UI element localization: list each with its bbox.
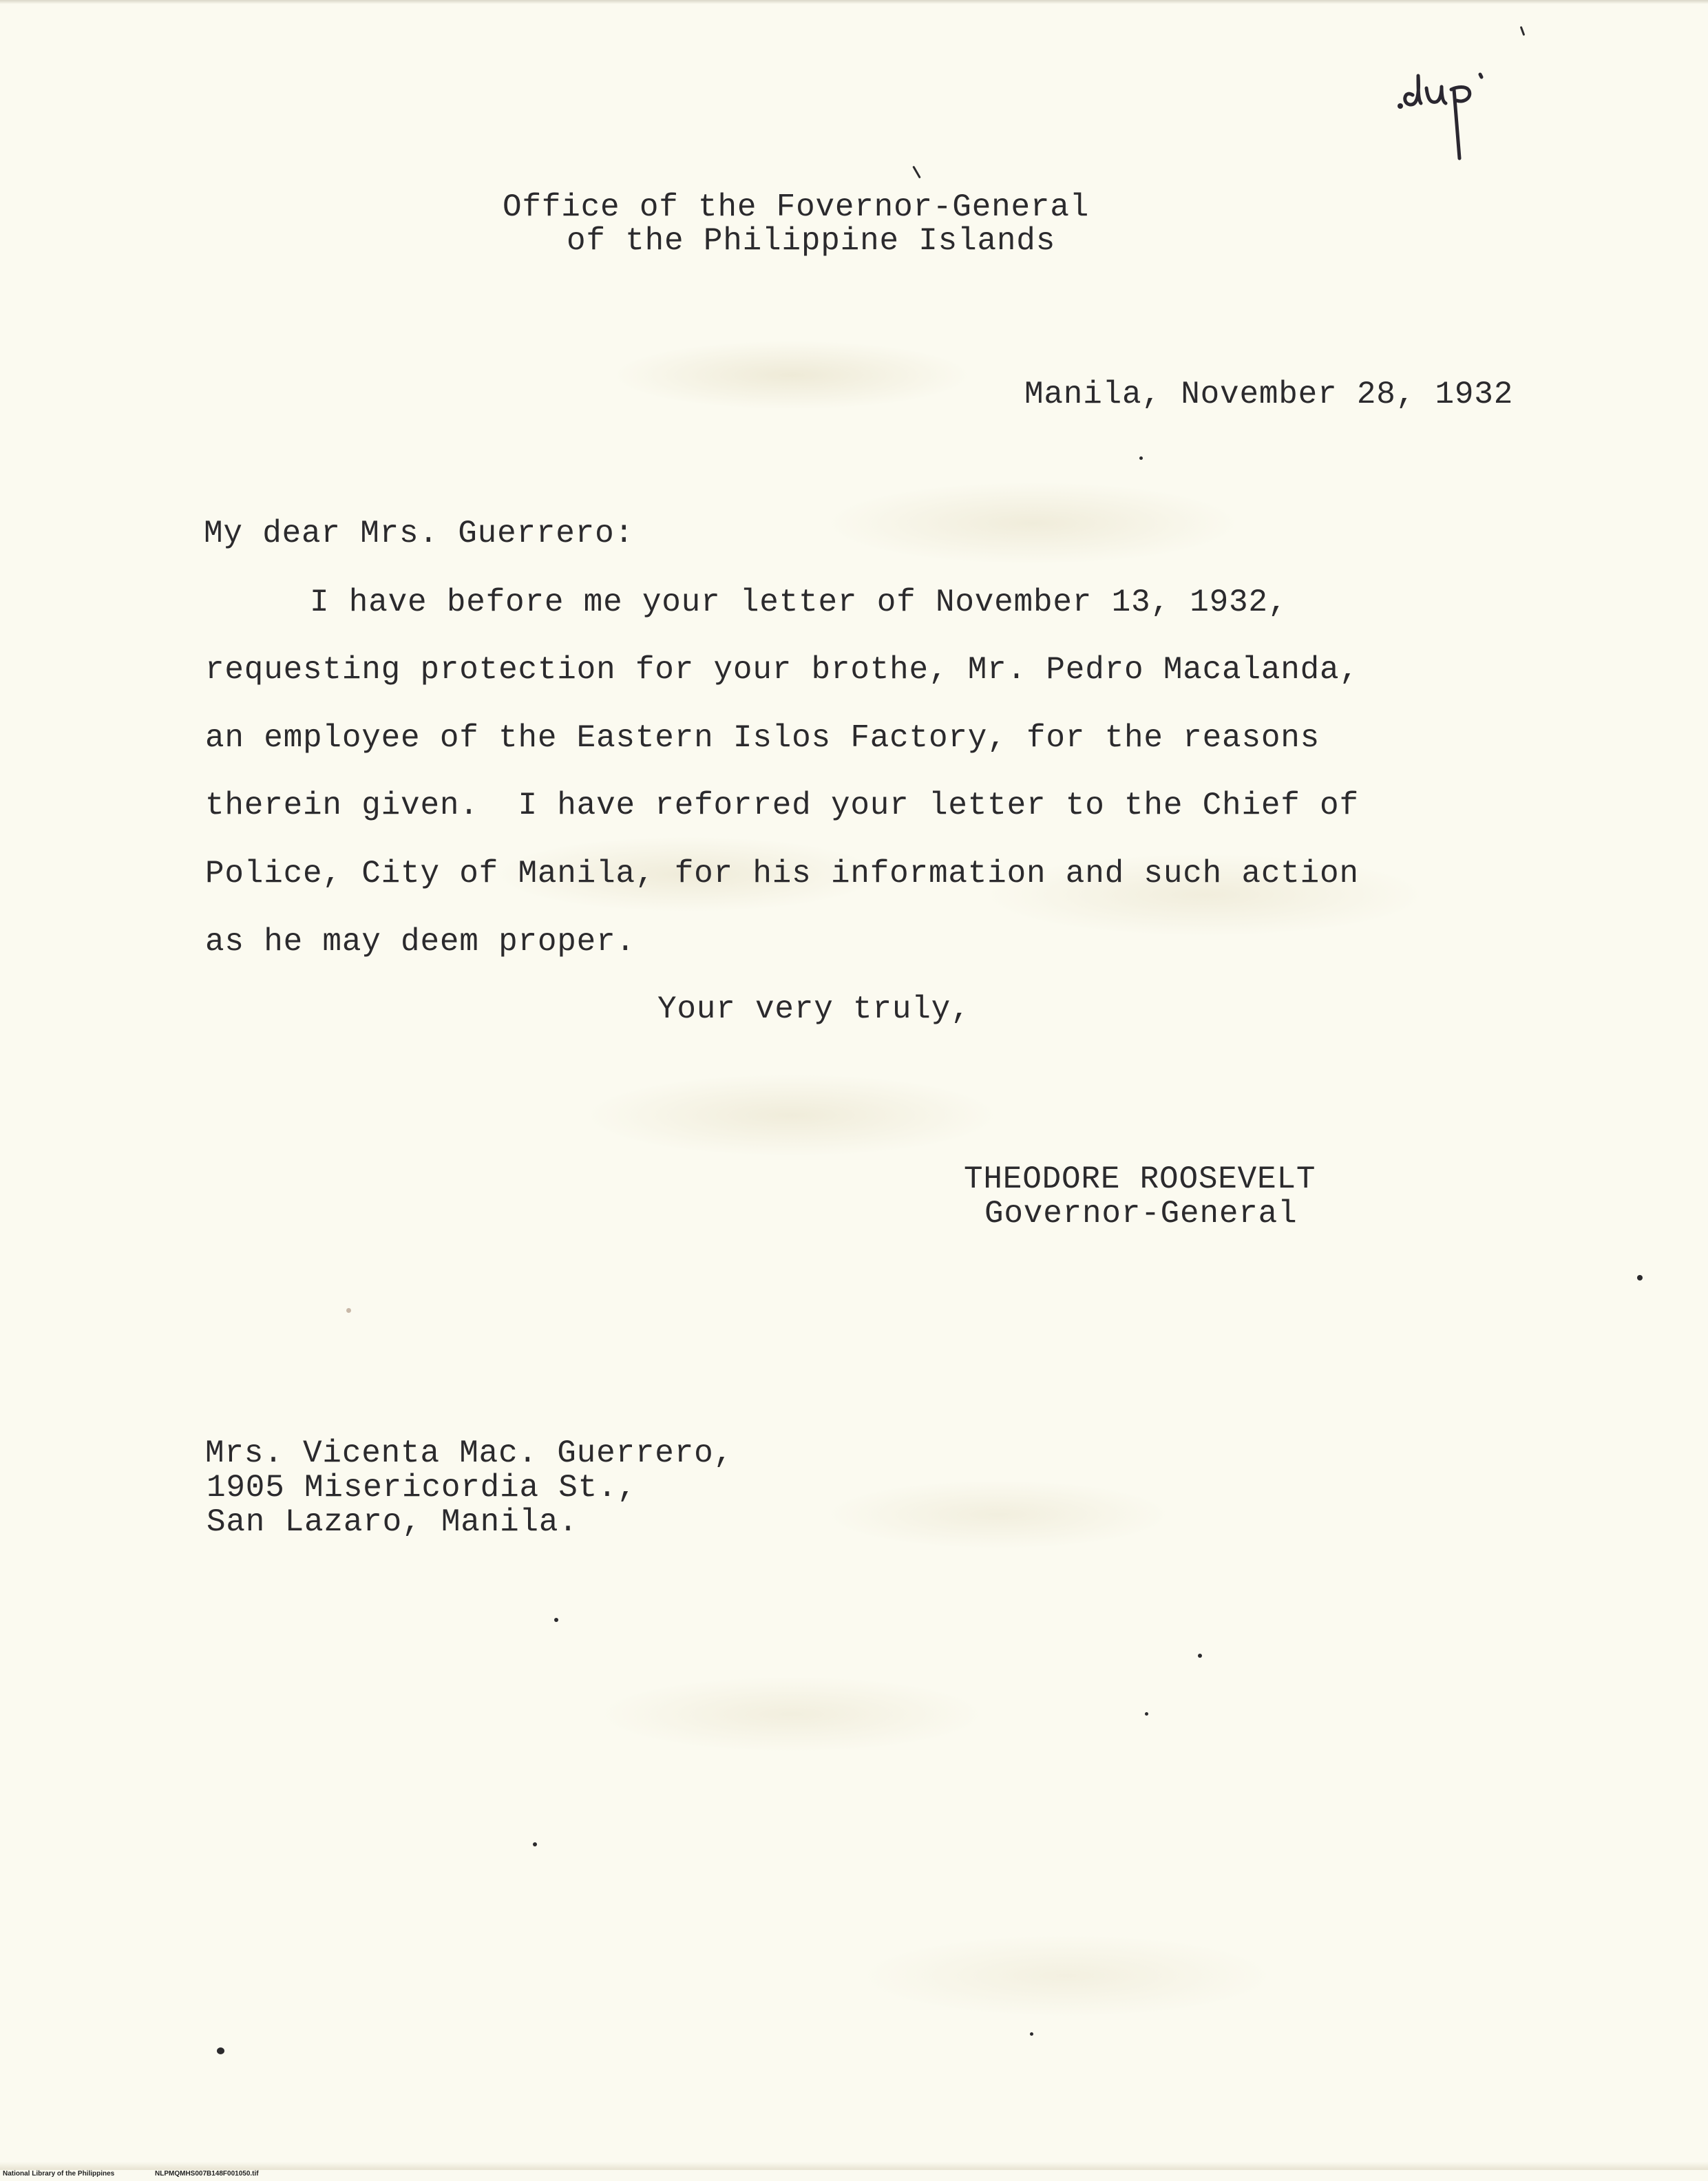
handwritten-dup-annotation bbox=[1398, 48, 1521, 179]
ink-speck bbox=[217, 2047, 224, 2054]
ink-speck bbox=[1139, 456, 1143, 460]
scan-top-edge bbox=[0, 0, 1708, 4]
ink-speck bbox=[554, 1618, 558, 1622]
body-line-6: as he may deem proper. bbox=[205, 924, 635, 960]
ink-speck bbox=[346, 1308, 351, 1313]
scan-bottom-edge bbox=[0, 2162, 1708, 2170]
body-line-2: requesting protection for your brothe, Mr. Pedro Macalanda, bbox=[205, 652, 1359, 688]
ink-mark bbox=[912, 166, 921, 179]
addressee-line-3: San Lazaro, Manila. bbox=[207, 1504, 578, 1540]
letterhead-line-1: Office of the Fovernor-General bbox=[503, 189, 1090, 225]
signature-title: Governor-General bbox=[984, 1196, 1298, 1232]
ink-mark bbox=[1520, 26, 1526, 36]
addressee-line-2: 1905 Misericordia St., bbox=[207, 1470, 637, 1506]
letter-date: Manila, November 28, 1932 bbox=[1024, 377, 1514, 412]
footer-file-id: NLPMQMHS007B148F001050.tif bbox=[155, 2170, 259, 2178]
footer-library-label: National Library of the Philippines bbox=[3, 2170, 115, 2178]
ink-speck bbox=[1637, 1275, 1643, 1281]
body-line-5: Police, City of Manila, for his information and such action bbox=[205, 856, 1359, 892]
ink-speck bbox=[533, 1842, 537, 1846]
body-line-3: an employee of the Eastern Islos Factory, for the reasons bbox=[205, 720, 1320, 756]
salutation: My dear Mrs. Guerrero: bbox=[204, 516, 634, 551]
closing: Your very truly, bbox=[657, 991, 971, 1027]
signature-name: THEODORE ROOSEVELT bbox=[964, 1161, 1316, 1197]
letterhead-line-2: of the Philippine Islands bbox=[567, 223, 1056, 259]
ink-speck bbox=[1030, 2032, 1033, 2036]
ink-speck bbox=[1198, 1654, 1202, 1658]
body-line-1: I have before me your letter of November 13, 1932, bbox=[310, 584, 1288, 620]
body-line-4: therein given. I have reforred your letter to the Chief of bbox=[205, 788, 1359, 823]
ink-speck bbox=[1145, 1712, 1148, 1716]
addressee-line-1: Mrs. Vicenta Mac. Guerrero, bbox=[205, 1435, 733, 1471]
